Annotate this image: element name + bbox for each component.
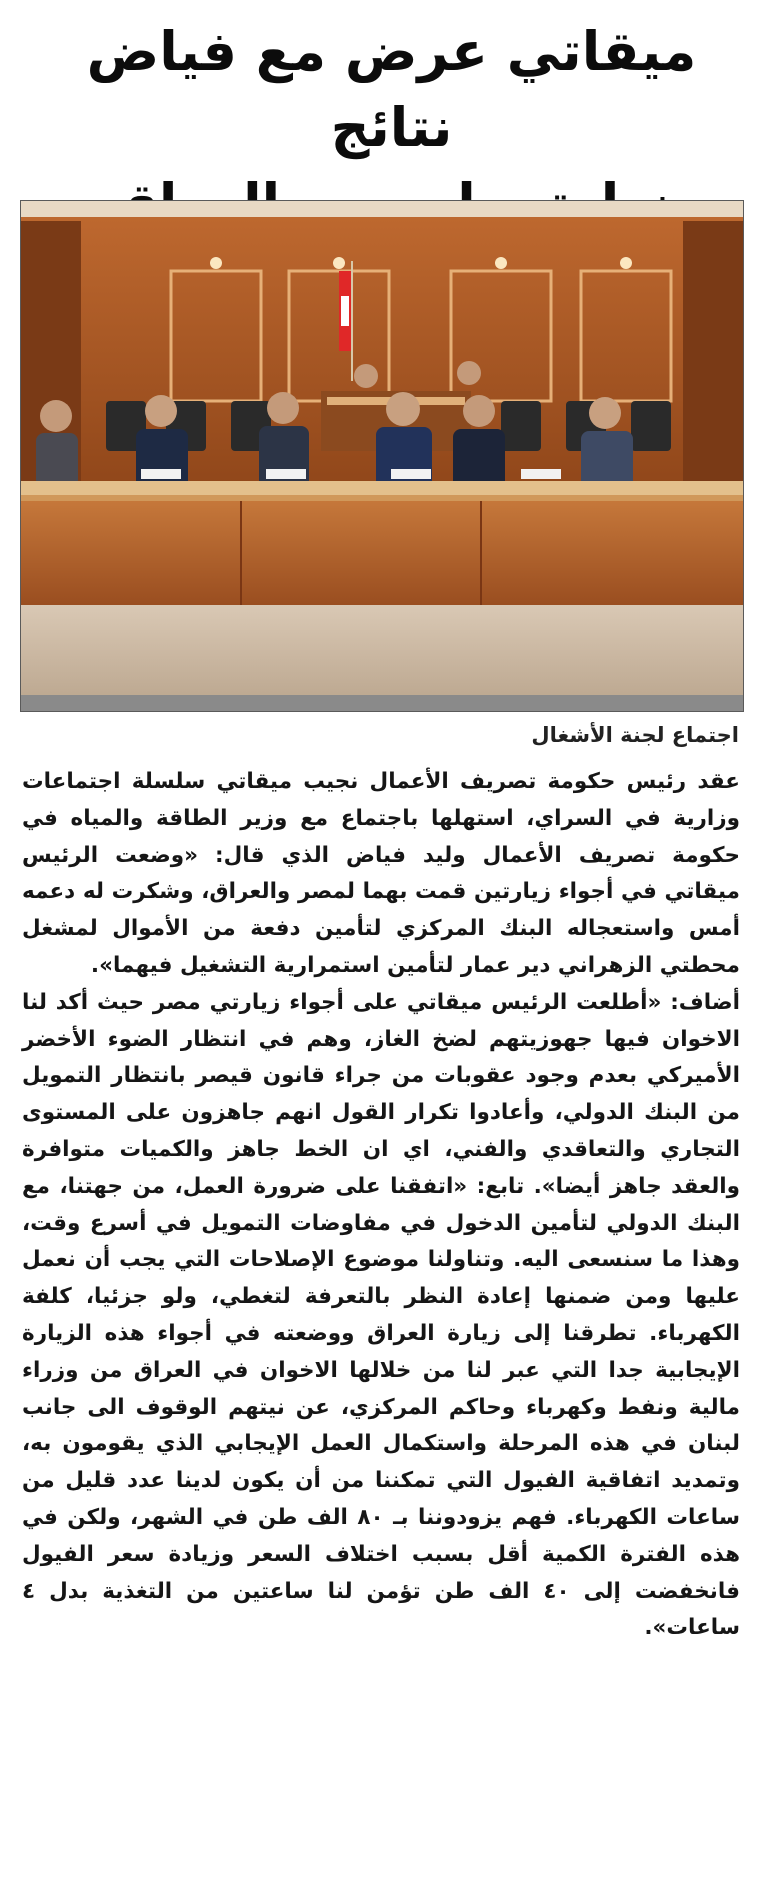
meeting-photo <box>20 200 744 712</box>
article-paragraph-2: أضاف: «أطلعت الرئيس ميقاتي على أجواء زيارتي مصر حيث أكد لنا الاخوان فيها جهوزيتهم لضخ الغاز، وهم في انتظار الضوء الأخضر الأميركي بعدم وجود عقوبات من جراء قانون قيصر بانتظار التمويل من البنك الدولي، وأعادوا تكرار القول انهم جاهزون على المستوى التجاري والتعاقدي والفني، اي ان الخط جاهز والكميات متوافرة والعقد جاهز أيضا». تابع: «اتفقنا على ضرورة العمل، من جهتنا، مع البنك الدولي لتأمين الدخول في مفاوضات التمويل في أسرع وقت، وهذا ما سنسعى اليه. وتناولنا موضوع الإصلاحات التي يجب أن نعمل عليها ومن ضمنها إعادة النظر بالتعرفة لتغطي، ولو جزئيا، كلفة الكهرباء. تطرقنا إلى زيارة العراق ووضعته في أجواء هذه الزيارة الإيجابية جدا التي عبر لنا من خلالها الاخوان في العراق من وزراء مالية ونفط وكهرباء وحاكم المركزي، عن نيتهم الوقوف الى جانب لبنان في هذه المرحلة واستكمال العمل الإيجابي الذي يقومون به، وتمديد اتفاقية الفيول التي تمكننا من أن يكون لدينا عدد قليل من ساعات الكهرباء. فهم يزودوننا بـ ٨٠ الف طن في الشهر، ولكن في هذه الفترة الكمية أقل بسبب اختلاف السعر وزيادة سعر الفيول فانخفضت إلى ٤٠ الف طن تؤمن لنا ساعتين من التغذية بدل ٤ ساعات». <box>22 989 741 1641</box>
photo-caption: اجتماع لجنة الأشغال <box>531 723 739 747</box>
article-paragraph-1: عقد رئيس حكومة تصريف الأعمال نجيب ميقاتي سلسلة اجتماعات وزارية في السراي، استهلها باجتماع مع وزير الطاقة والمياه في حكومة تصريف الأعمال وليد فياض الذي قال: «وضعت الرئيس ميقاتي في أجواء زيارتين قمت بهما لمصر والعراق، وشكرت له دعمه أمس واستعجاله البنك المركزي لتأمين دفعة من الأموال لمشغل محطتي الزهراني دير عمار لتأمين استمرارية التشغيل فيهما». <box>22 769 740 978</box>
article-body <box>22 764 740 1647</box>
headline-line-1: ميقاتي عرض مع فياض نتائج <box>86 20 697 159</box>
